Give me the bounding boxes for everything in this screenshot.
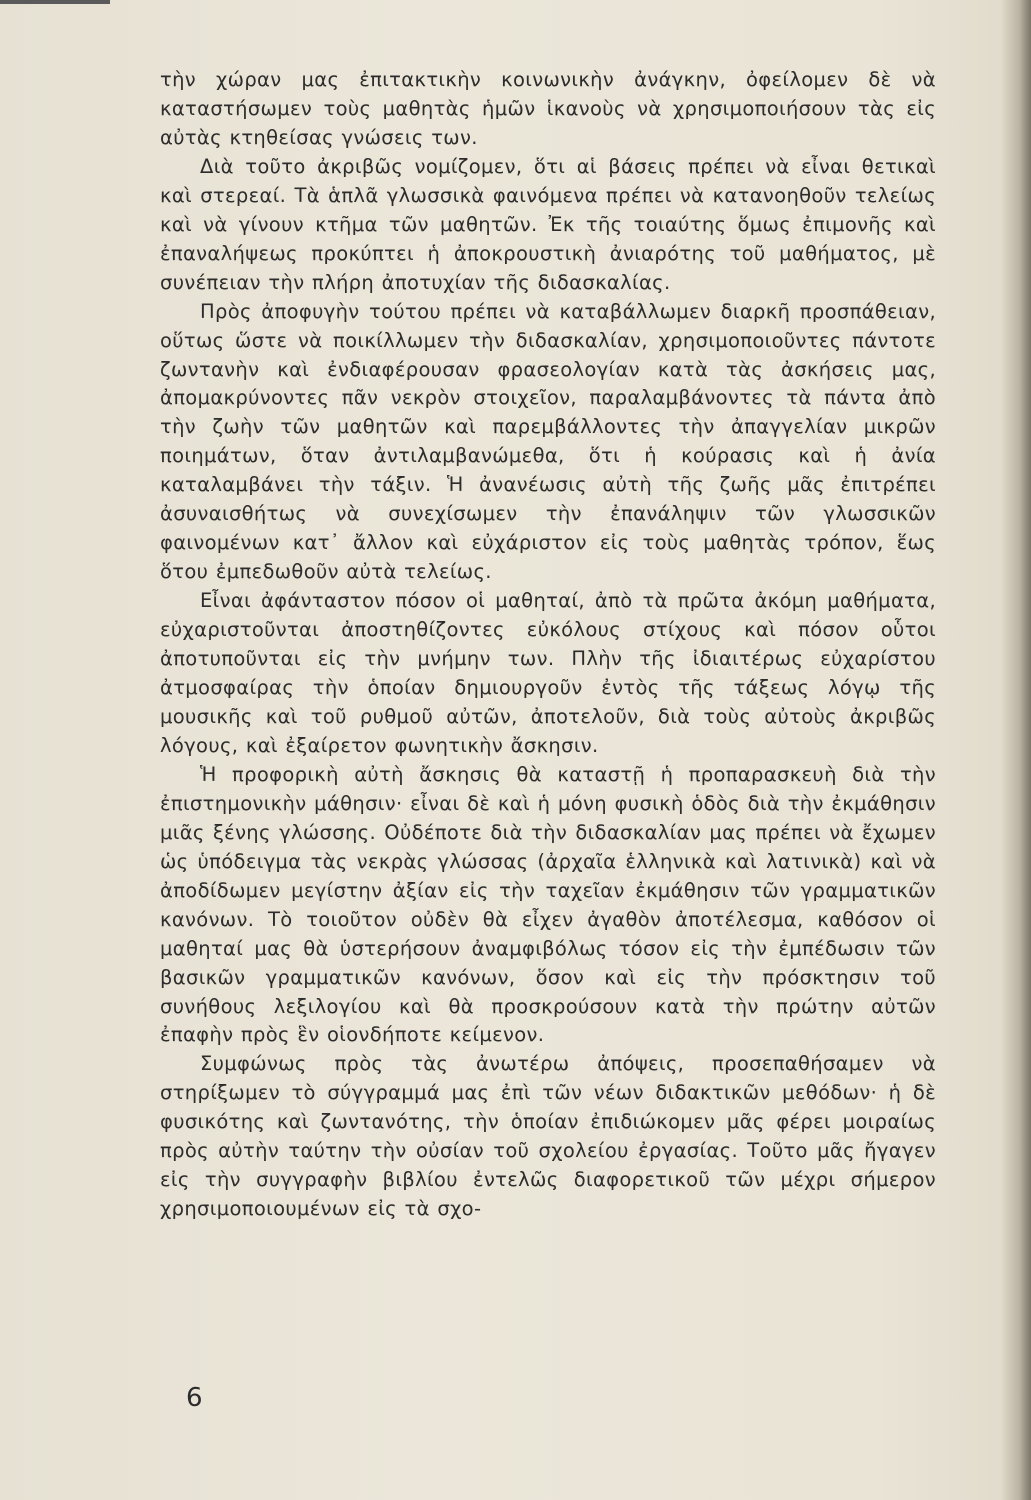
paragraph-4: Εἶναι ἀφάνταστον πόσον οἱ μαθηταί, ἀπὸ τὰ πρῶτα ἀκόμη μαθήματα, εὐχαριστοῦνται ἀποστηθίζοντες εὐκόλους στίχους καὶ πόσον οὗτοι ἀποτυποῦνται εἰς τὴν μνήμην των. Πλὴν τῆς ἰδιαιτέρως εὐχαρίστου ἀτμοσφαίρας τὴν ὁποίαν δημιουργοῦν ἐντὸς τῆς τάξεως λόγῳ τῆς μουσικῆς καὶ τοῦ ρυθμοῦ αὐτῶν, ἀποτελοῦν, διὰ τοὺς αὐτοὺς ἀκριβῶς λόγους, καὶ ἐξαίρετον φωνητικὴν ἄσκησιν. bbox=[160, 589, 936, 757]
paragraph-3: Πρὸς ἀποφυγὴν τούτου πρέπει νὰ καταβάλλωμεν διαρκῆ προσπάθειαν, οὕτως ὥστε νὰ ποικίλλωμεν τὴν διδασκαλίαν, χρησιμοποιοῦντες πάντοτε ζωντανὴν καὶ ἐνδιαφέρουσαν φρασεολογίαν κατὰ τὰς ἀσκήσεις μας, ἀπομακρύνοντες πᾶν νεκρὸν στοιχεῖον, παραλαμβάνοντες τὰ πάντα ἀπὸ τὴν ζωὴν τῶν μαθητῶν καὶ παρεμβάλλοντες τὴν ἀπαγγελίαν μικρῶν ποιημάτων, ὅταν ἀντιλαμβανώμεθα, ὅτι ἡ κούρασις καὶ ἡ ἀνία καταλαμβάνει τὴν τάξιν. Ἡ ἀνανέωσις αὐτὴ τῆς ζωῆς μᾶς ἐπιτρέπει ἀσυναισθήτως νὰ συνεχίσωμεν τὴν ἐπανάληψιν τῶν γλωσσικῶν φαινομένων κατ᾽ ἄλλον καὶ εὐχάριστον εἰς τοὺς μαθητὰς τρόπον, ἕως ὅτου ἐμπεδωθοῦν αὐτὰ τελείως. bbox=[160, 299, 936, 584]
body-text bbox=[160, 66, 936, 1224]
paragraph-5: Ἡ προφορικὴ αὐτὴ ἄσκησις θὰ καταστῇ ἡ προπαρασκευὴ διὰ τὴν ἐπιστημονικὴν μάθησιν· εἶναι δὲ καὶ ἡ μόνη φυσικὴ ὁδὸς διὰ τὴν ἐκμάθησιν μιᾶς ξένης γλώσσης. Οὐδέποτε διὰ τὴν διδασκαλίαν μας πρέπει νὰ ἔχωμεν ὡς ὑπόδειγμα τὰς νεκρὰς γλώσσας (ἀρχαῖα ἑλληνικὰ καὶ λατινικὰ) καὶ νὰ ἀποδίδωμεν μεγίστην ἀξίαν εἰς τὴν ταχεῖαν ἐκμάθησιν τῶν γραμματικῶν κανόνων. Τὸ τοιοῦτον οὐδὲν θὰ εἶχεν ἀγαθὸν ἀποτέλεσμα, καθόσον οἱ μαθηταί μας θὰ ὑστερήσουν ἀναμφιβόλως τόσον εἰς τὴν ἐμπέδωσιν τῶν βασικῶν γραμματικῶν κανόνων, ὅσον καὶ εἰς τὴν πρόσκτησιν τοῦ συνήθους λεξιλογίου καὶ θὰ προσκρούσουν κατὰ τὴν πρώτην αὐτῶν ἐπαφὴν πρὸς ἓν οἱονδήποτε κείμενον. bbox=[160, 762, 936, 1047]
page-number: 6 bbox=[186, 1383, 203, 1413]
paragraph-2: Διὰ τοῦτο ἀκριβῶς νομίζομεν, ὅτι αἱ βάσεις πρέπει νὰ εἶναι θετικαὶ καὶ στερεαί. Τὰ ἁπλᾶ γλωσσικὰ φαινόμενα πρέπει νὰ κατανοηθοῦν τελείως καὶ νὰ γίνουν κτῆμα τῶν μαθητῶν. Ἐκ τῆς τοιαύτης ὅμως ἐπιμονῆς καὶ ἐπαναλήψεως προκύπτει ἡ ἀποκρουστικὴ ἀνιαρότης τοῦ μαθήματος, μὲ συνέπειαν τὴν πλήρη ἀποτυχίαν τῆς διδασκαλίας. bbox=[160, 154, 936, 294]
scan-top-edge bbox=[0, 0, 110, 4]
paragraph-1: τὴν χώραν μας ἐπιτακτικὴν κοινωνικὴν ἀνάγκην, ὀφείλομεν δὲ νὰ καταστήσωμεν τοὺς μαθητὰς ἡμῶν ἱκανοὺς νὰ χρησιμοποιήσουν τὰς εἰς αὐτὰς κτηθείσας γνώσεις των. bbox=[160, 68, 936, 149]
paragraph-6: Συμφώνως πρὸς τὰς ἀνωτέρω ἀπόψεις, προσεπαθήσαμεν νὰ στηρίξωμεν τὸ σύγγραμμά μας ἐπὶ τῶν νέων διδακτικῶν μεθόδων· ἡ δὲ φυσικότης καὶ ζωντανότης, τὴν ὁποίαν ἐπιδιώκομεν μᾶς φέρει μοιραίως πρὸς αὐτὴν ταύτην τὴν οὐσίαν τοῦ σχολείου ἐργασίας. Τοῦτο μᾶς ἤγαγεν εἰς τὴν συγγραφὴν βιβλίου ἐντελῶς διαφορετικοῦ τῶν μέχρι σήμερον χρησιμοποιουμένων εἰς τὰ σχο- bbox=[160, 1052, 936, 1221]
book-spine-shadow bbox=[1001, 0, 1031, 1500]
